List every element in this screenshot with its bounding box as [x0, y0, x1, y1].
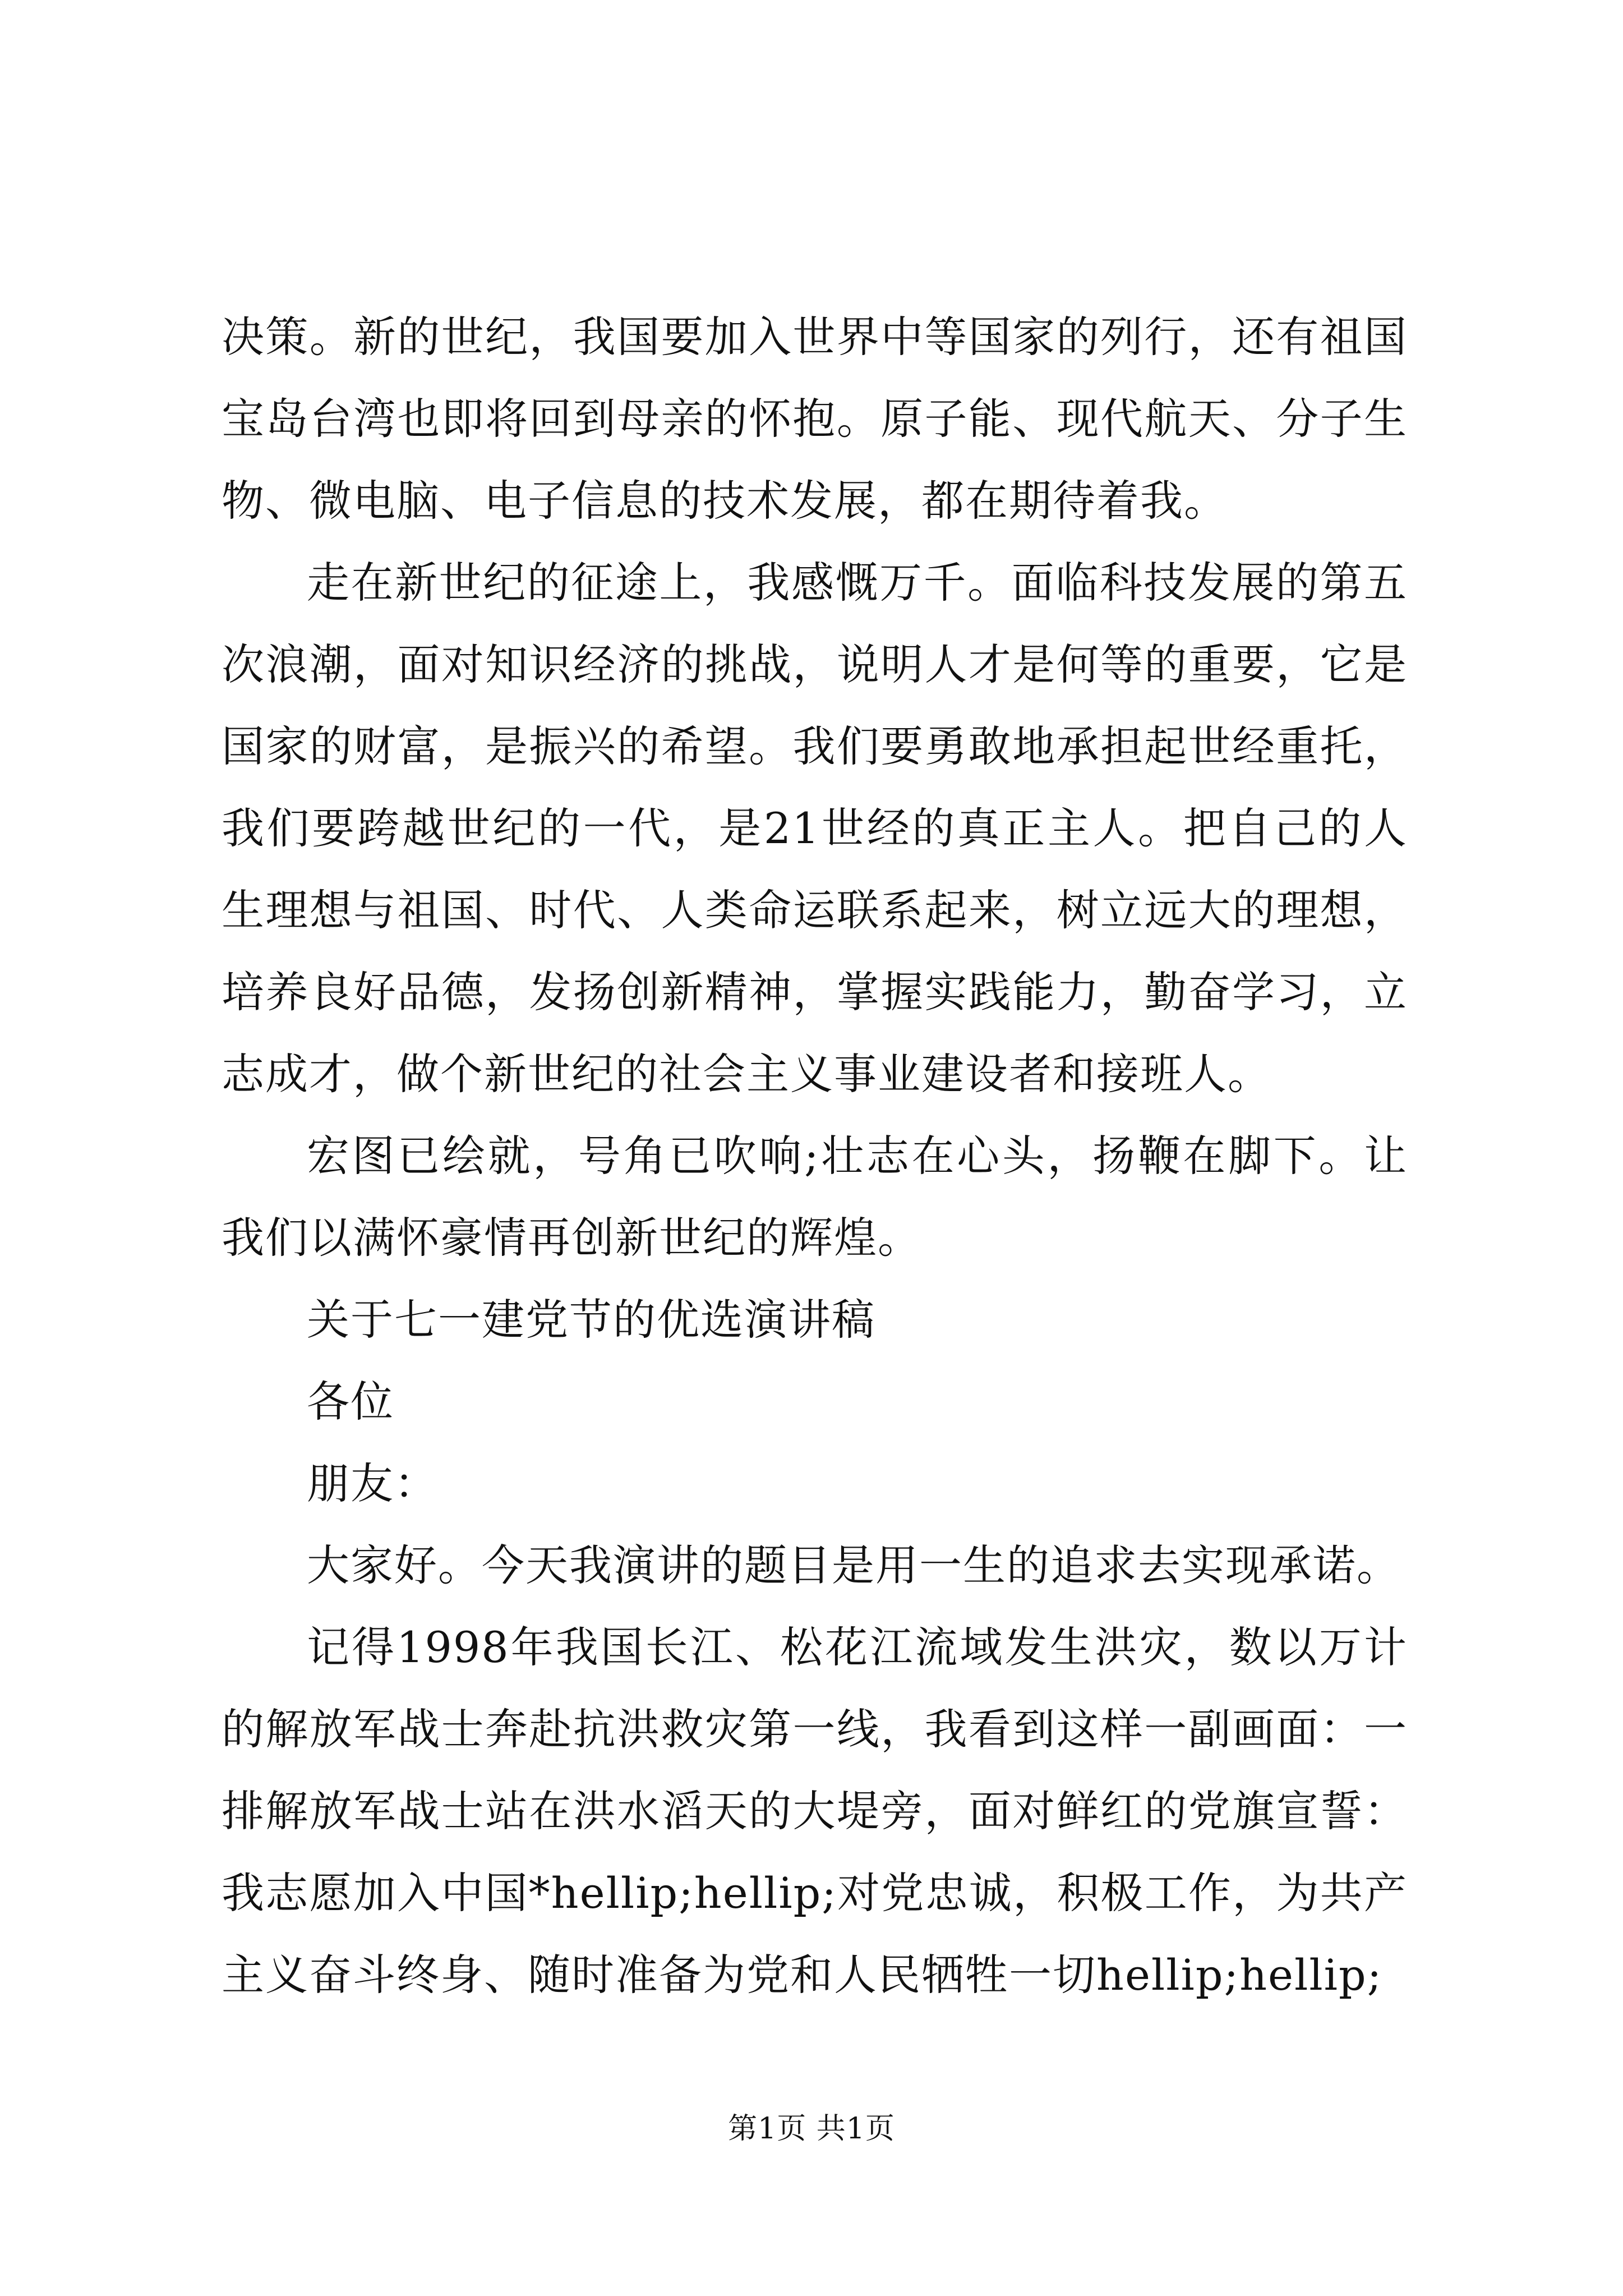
paragraph-greeting: 大家好。今天我演讲的题目是用一生的追求去实现承诺。 [307, 1540, 1400, 1590]
page-footer: 第1页 共1页 [728, 2112, 895, 2146]
paragraph-blueprint: 宏图已绘就，号角已吹响;壮志在心头，扬鞭在脚下。让我们以满怀豪情再创新世纪的辉煌。 [222, 1131, 1408, 1263]
paragraph-flood-memory: 记得1998年我国长江、松花江流域发生洪灾，数以万计的解放军战士奔赴抗洪救灾第一线，我看到这样一副画面：一排解放军战士站在洪水滔天的大堤旁，面对鲜红的党旗宣誓：我志愿加入中国*hellip;hellip;对党忠诚，积极工作，为共产主义奋斗终身、随时准备为党和人民牺牲一切hellip;hellip; [222, 1622, 1408, 2000]
speech-title: 关于七一建党节的优选演讲稿 [307, 1295, 875, 1345]
salutation-line-1: 各位 [307, 1377, 394, 1427]
salutation-line-2: 朋友： [307, 1458, 438, 1508]
paragraph-continuation: 决策。新的世纪，我国要加入世界中等国家的列行，还有祖国宝岛台湾也即将回到母亲的怀抱。原子能、现代航天、分子生物、微电脑、电子信息的技术发展，都在期待着我。 [222, 312, 1408, 526]
paragraph-new-century: 走在新世纪的征途上，我感慨万千。面临科技发展的第五次浪潮，面对知识经济的挑战，说明人才是何等的重要，它是国家的财富，是振兴的希望。我们要勇敢地承担起世经重托，我们要跨越世纪的一代，是21世经的真正主人。把自己的人生理想与祖国、时代、人类命运联系起来，树立远大的理想，培养良好品德，发扬创新精神，掌握实践能力，勤奋学习，立志成才，做个新世纪的社会主义事业建设者和接班人。 [222, 558, 1408, 1099]
document-body [222, 296, 1408, 2016]
